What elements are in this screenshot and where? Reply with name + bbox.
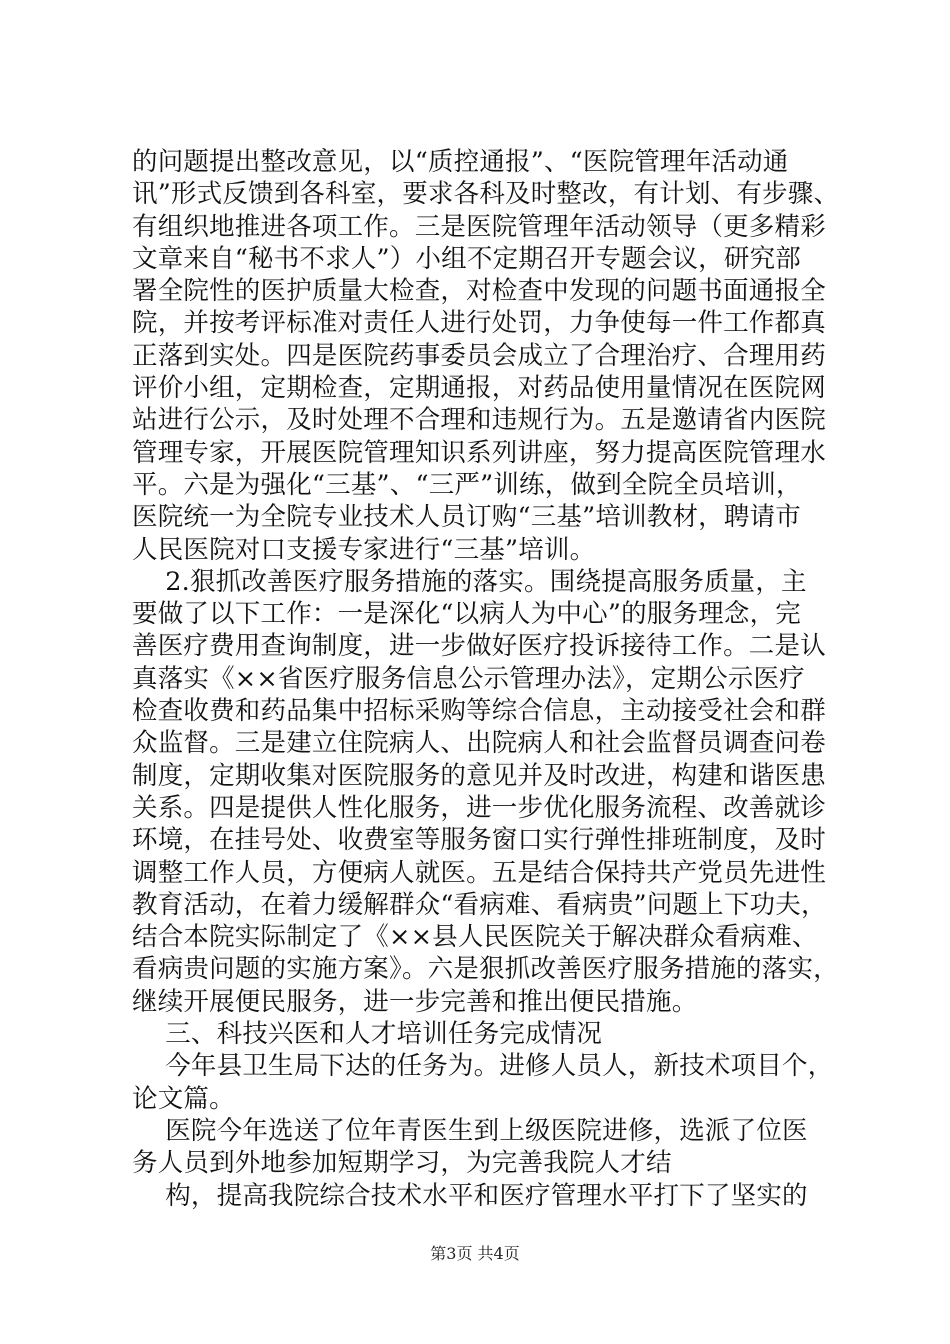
text-line: 文章来自“秘书不求人”）小组不定期召开专题会议，研究部: [132, 243, 801, 274]
page-footer: [0, 1244, 950, 1264]
text-line: 关系。四是提供人性化服务，进一步优化服务流程、改善就诊: [132, 792, 826, 823]
text-line: 众监督。三是建立住院病人、出院病人和社会监督员调查问卷: [132, 728, 826, 759]
body-text: [132, 146, 840, 1212]
text-line: 站进行公示，及时处理不合理和违规行为。五是邀请省内医院: [132, 405, 826, 436]
text-line: 检查收费和药品集中招标采购等综合信息，主动接受社会和群: [132, 696, 826, 727]
text-line: 务人员到外地参加短期学习，为完善我院人才结: [132, 1148, 672, 1179]
text-line: 构，提高我院综合技术水平和医疗管理水平打下了坚实的: [132, 1180, 808, 1211]
text-line: 人民医院对口支援专家进行“三基”培训。: [132, 534, 596, 565]
text-line: 2.狠抓改善医疗服务措施的落实。围绕提高服务质量，主: [132, 566, 807, 597]
text-line: 今年县卫生局下达的任务为。进修人员人，新技术项目个，: [132, 1051, 834, 1082]
text-line: 看病贵问题的实施方案》。六是狠抓改善医疗服务措施的落实，: [132, 954, 839, 985]
text-line: 环境，在挂号处、收费室等服务窗口实行弹性排班制度，及时: [132, 825, 826, 856]
text-line: 有组织地推进各项工作。三是医院管理年活动领导（更多精彩: [132, 211, 826, 242]
text-line: 医院统一为全院专业技术人员订购“三基”培训教材，聘请市: [132, 502, 801, 533]
section-heading: 三、科技兴医和人才培训任务完成情况: [132, 1019, 603, 1050]
text-line: 讯”形式反馈到各科室，要求各科及时整改，有计划、有步骤、: [132, 179, 840, 210]
text-line: 善医疗费用查询制度，进一步做好医疗投诉接待工作。二是认: [132, 631, 826, 662]
text-line: 要做了以下工作：一是深化“以病人为中心”的服务理念，完: [132, 599, 801, 630]
text-line: 教育活动，在着力缓解群众“看病难、看病贵”问题上下功夫，: [132, 889, 827, 920]
text-line: 真落实《××省医疗服务信息公示管理办法》，定期公示医疗: [132, 663, 805, 694]
text-line: 调整工作人员，方便病人就医。五是结合保持共产党员先进性: [132, 857, 826, 888]
text-line: 署全院性的医护质量大检查，对检查中发现的问题书面通报全: [132, 276, 826, 307]
text-line: 的问题提出整改意见，以“质控通报”、“医院管理年活动通: [132, 147, 789, 177]
text-line: 医院今年选送了位年青医生到上级医院进修，选派了位医: [132, 1115, 808, 1146]
page-number: 第3页 共4页: [430, 1244, 520, 1263]
text-line: 评价小组，定期检查，定期通报，对药品使用量情况在医院网: [132, 373, 826, 404]
text-line: 继续开展便民服务，进一步完善和推出便民措施。: [132, 986, 698, 1017]
text-line: 正落到实处。四是医院药事委员会成立了合理治疗、合理用药: [132, 340, 826, 371]
text-line: 管理专家，开展医院管理知识系列讲座，努力提高医院管理水: [132, 437, 826, 468]
text-line: 论文篇。: [132, 1083, 235, 1114]
text-line: 平。六是为强化“三基”、“三严”训练，做到全院全员培训，: [132, 469, 802, 500]
text-line: 制度，定期收集对医院服务的意见并及时改进，构建和谐医患: [132, 760, 826, 791]
text-line: 院，并按考评标准对责任人进行处罚，力争使每一件工作都真: [132, 308, 826, 339]
text-line: 结合本院实际制定了《××县人民医院关于解决群众看病难、: [132, 922, 818, 953]
